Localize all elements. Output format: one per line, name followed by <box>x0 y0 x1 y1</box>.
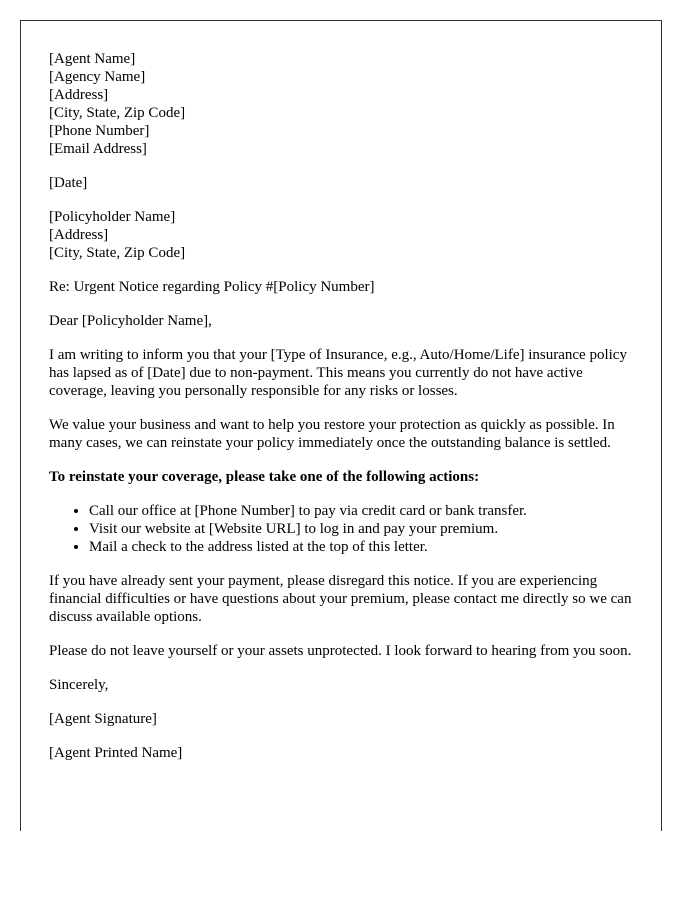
printed-name: [Agent Printed Name] <box>49 745 183 761</box>
closing: Sincerely, <box>49 677 109 693</box>
action-item: • Call our office at [Phone Number] to pay via credit card or bank transfer. <box>89 502 633 520</box>
recipient-block <box>49 208 633 262</box>
sender-email: [Email Address] <box>49 141 147 157</box>
actions-heading: To reinstate your coverage, please take one of the following actions: <box>49 469 480 485</box>
recipient-address: [Address] <box>49 227 109 243</box>
sender-phone: [Phone Number] <box>49 123 150 139</box>
sender-address: [Address] <box>49 87 109 103</box>
actions-list <box>49 502 633 556</box>
body-paragraph-1: I am writing to inform you that your [Type of Insurance, e.g., Auto/Home/Life] insurance policy has lapsed as of [Date] due to non-payment. This means you currently do not have active coverage, leaving you personally responsible for any risks or losses. <box>49 347 627 399</box>
body-paragraph-2: We value your business and want to help you restore your protection as quickly as possible. In many cases, we can reinstate your policy immediately once the outstanding balance is settled. <box>49 417 615 451</box>
sender-city: [City, State, Zip Code] <box>49 105 186 121</box>
action-item: • Visit our website at [Website URL] to log in and pay your premium. <box>89 520 633 538</box>
recipient-name: [Policyholder Name] <box>49 209 176 225</box>
recipient-city: [City, State, Zip Code] <box>49 245 186 261</box>
signature: [Agent Signature] <box>49 711 157 727</box>
sender-agency: [Agency Name] <box>49 69 146 85</box>
letter-date: [Date] <box>49 175 88 191</box>
sender-name: [Agent Name] <box>49 51 136 67</box>
subject-line: Re: Urgent Notice regarding Policy #[Policy Number] <box>49 279 375 295</box>
body-paragraph-4: Please do not leave yourself or your assets unprotected. I look forward to hearing from you soon. <box>49 643 632 659</box>
letter-page <box>20 20 662 831</box>
action-item: • Mail a check to the address listed at the top of this letter. <box>89 538 633 556</box>
sender-block <box>49 50 633 158</box>
body-paragraph-3: If you have already sent your payment, please disregard this notice. If you are experiencing financial difficulties or have questions about your premium, please contact me directly so we can discuss available options. <box>49 573 632 625</box>
salutation: Dear [Policyholder Name], <box>49 313 212 329</box>
